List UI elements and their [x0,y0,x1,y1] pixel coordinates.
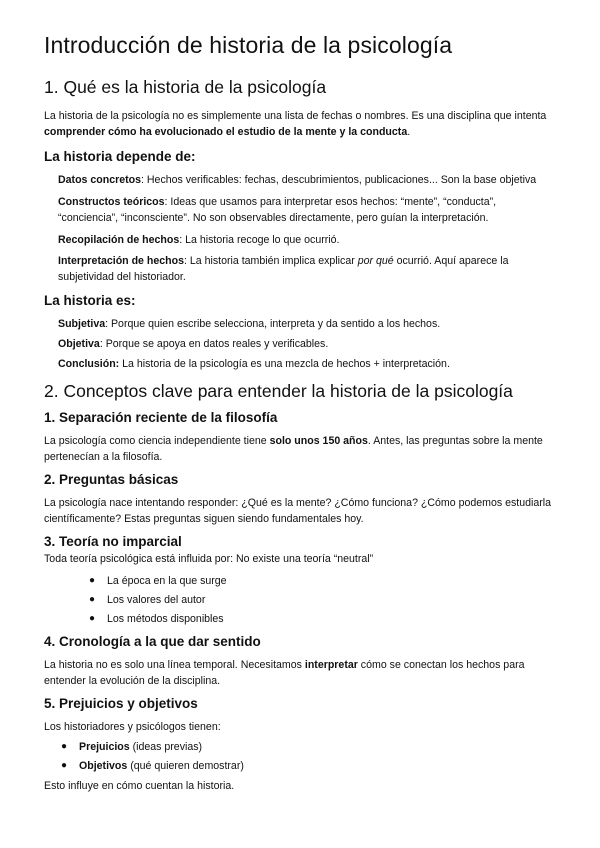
concept-5-heading: 5. Prejuicios y objetivos [44,696,198,711]
list-item: ● Los valores del autor [89,594,206,606]
list-item: ● Los métodos disponibles [89,613,224,625]
objetiva: Objetiva: Porque se apoya en datos reales y verificables. [58,338,329,350]
es-list [44,316,556,372]
concept-5-closing: Esto influye en cómo cuentan la historia. [44,780,235,792]
concept-3-list [44,573,556,627]
conclusion: Conclusión: La historia de la psicología es una mezcla de hechos + interpretación. [58,358,450,370]
concept-4-heading: 4. Cronología a la que dar sentido [44,634,261,649]
depende-heading: La historia depende de: [44,149,196,164]
concept-5-text: Los historiadores y psicólogos tienen: [44,721,221,733]
recopilacion-hechos: Recopilación de hechos: La historia recoge lo que ocurrió. [58,234,340,246]
list-item: ● La época en la que surge [89,575,227,587]
concept-1-heading: 1. Separación reciente de la filosofía [44,410,278,425]
interpretacion-hechos: Interpretación de hechos: La historia también implica explicar por qué ocurrió. Aquí aparece la subjetividad del historiador. [58,255,509,283]
list-item: ● Prejuicios (ideas previas) [61,741,203,753]
concept-5-list [44,739,556,774]
section-2-heading: 2. Conceptos clave para entender la historia de la psicología [44,381,513,401]
concept-2-text: La psicología nace intentando responder: ¿Qué es la mente? ¿Cómo funciona? ¿Cómo podemos estudiarla científicamente? Estas preguntas siguen siendo fundamentales hoy. [44,497,552,525]
depende-list [44,172,556,285]
section-1-intro: La historia de la psicología no es simplemente una lista de fechas o nombres. Es una disciplina que intenta comprender cómo ha evolucionado el estudio de la mente y la conducta. [44,110,547,138]
concept-3-text: Toda teoría psicológica está influida por: No existe una teoría “neutral” [44,553,374,565]
list-item: ● Objetivos (qué quieren demostrar) [61,760,244,772]
es-heading: La historia es: [44,293,136,308]
subjetiva: Subjetiva: Porque quien escribe selecciona, interpreta y da sentido a los hechos. [58,318,441,330]
constructos-teoricos: Constructos teóricos: Ideas que usamos para interpretar esos hechos: “mente”, “conducta”, “conciencia”, “inconsciente”. No son observables directamente, pero guían la interpretación. [58,196,497,224]
concept-3-heading: 3. Teoría no imparcial [44,534,182,549]
concept-1-text: La psicología como ciencia independiente tiene solo unos 150 años. Antes, las preguntas sobre la mente pertenecían a la filosofía. [44,435,543,463]
concept-2-heading: 2. Preguntas básicas [44,472,179,487]
page-title: Introducción de historia de la psicología [44,32,453,58]
section-1-heading: 1. Qué es la historia de la psicología [44,77,327,97]
datos-concretos: Datos concretos: Hechos verificables: fechas, descubrimientos, publicaciones... Son la base objetiva [58,174,537,186]
concept-4-text: La historia no es solo una línea temporal. Necesitamos interpretar cómo se conectan los hechos para entender la evolución de la disciplina. [44,659,525,687]
